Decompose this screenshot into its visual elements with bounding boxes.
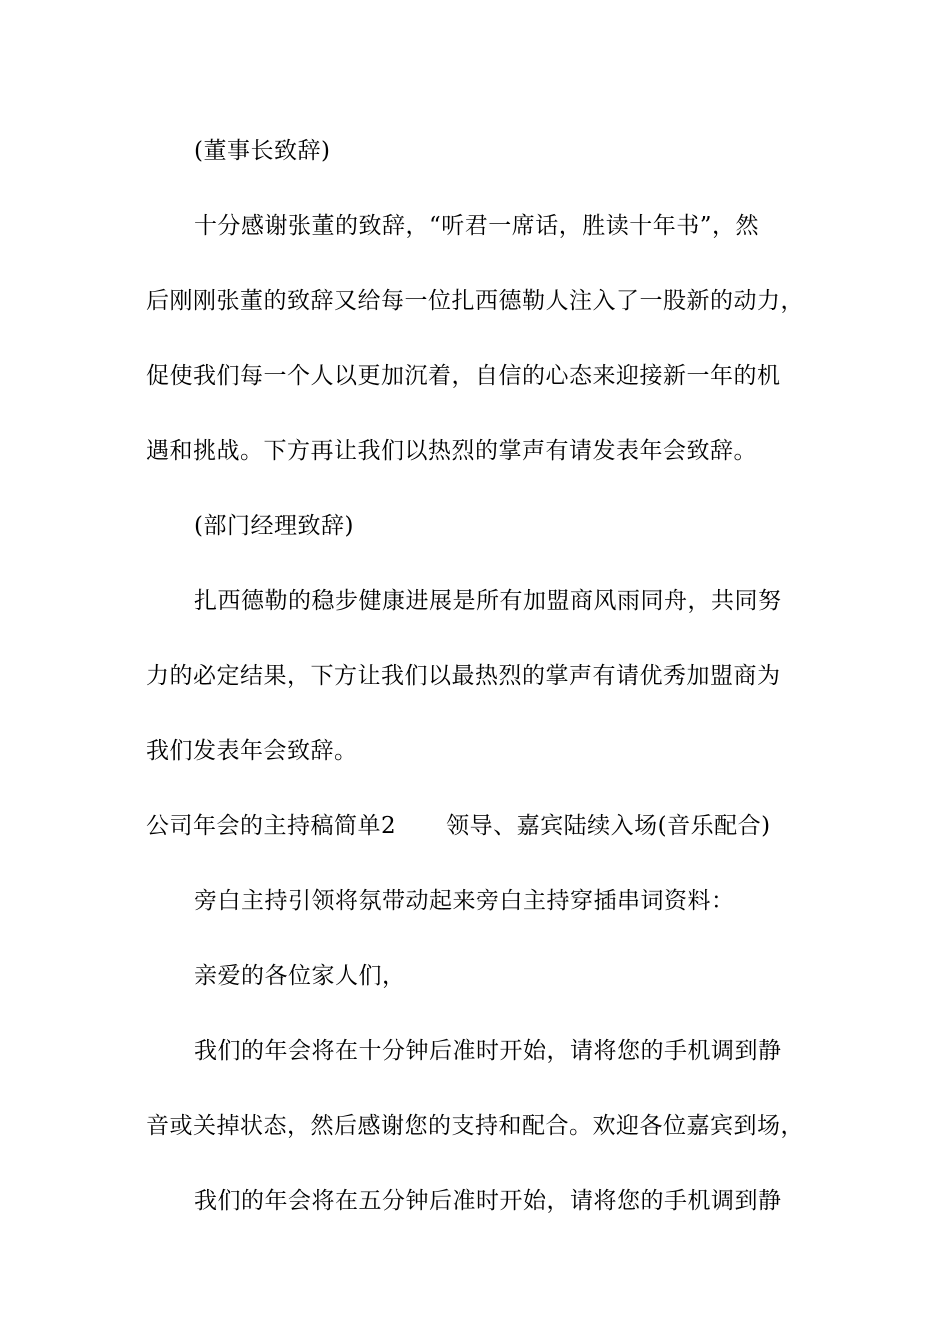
paragraph-line: 我们的年会将在十分钟后准时开始，请将您的手机调到静 — [194, 1038, 782, 1064]
entrance-note: 领导、嘉宾陆续入场(音乐配合) — [446, 813, 771, 839]
section-heading: 公司年会的主持稿简单2 — [146, 813, 397, 839]
paragraph-line: 我们发表年会致辞。 — [146, 738, 358, 764]
paragraph-chairman-speech-label: (董事长致辞) — [194, 138, 331, 164]
paragraph-line: 旁白主持引领将氛带动起来旁白主持穿插串词资料： — [194, 888, 735, 914]
paragraph-manager-speech-label: (部门经理致辞) — [194, 513, 354, 539]
paragraph-line: 促使我们每一个人以更加沉着，自信的心态来迎接新一年的机 — [146, 363, 781, 389]
paragraph-line: 十分感谢张董的致辞，“听君一席话，胜读十年书”，然 — [194, 213, 760, 239]
paragraph-line: 亲爱的各位家人们， — [194, 963, 406, 989]
section-heading-line — [146, 811, 771, 841]
paragraph-line: 力的必定结果，下方让我们以最热烈的掌声有请优秀加盟商为 — [146, 663, 781, 689]
paragraph-line: 后刚刚张董的致辞又给每一位扎西德勒人注入了一股新的动力， — [146, 288, 804, 314]
paragraph-line: 我们的年会将在五分钟后准时开始，请将您的手机调到静 — [194, 1188, 782, 1214]
paragraph-line: 音或关掉状态，然后感谢您的支持和配合。欢迎各位嘉宾到场， — [146, 1113, 804, 1139]
paragraph-line: 遇和挑战。下方再让我们以热烈的掌声有请发表年会致辞。 — [146, 438, 757, 464]
paragraph-line: 扎西德勒的稳步健康进展是所有加盟商风雨同舟，共同努 — [194, 588, 782, 614]
